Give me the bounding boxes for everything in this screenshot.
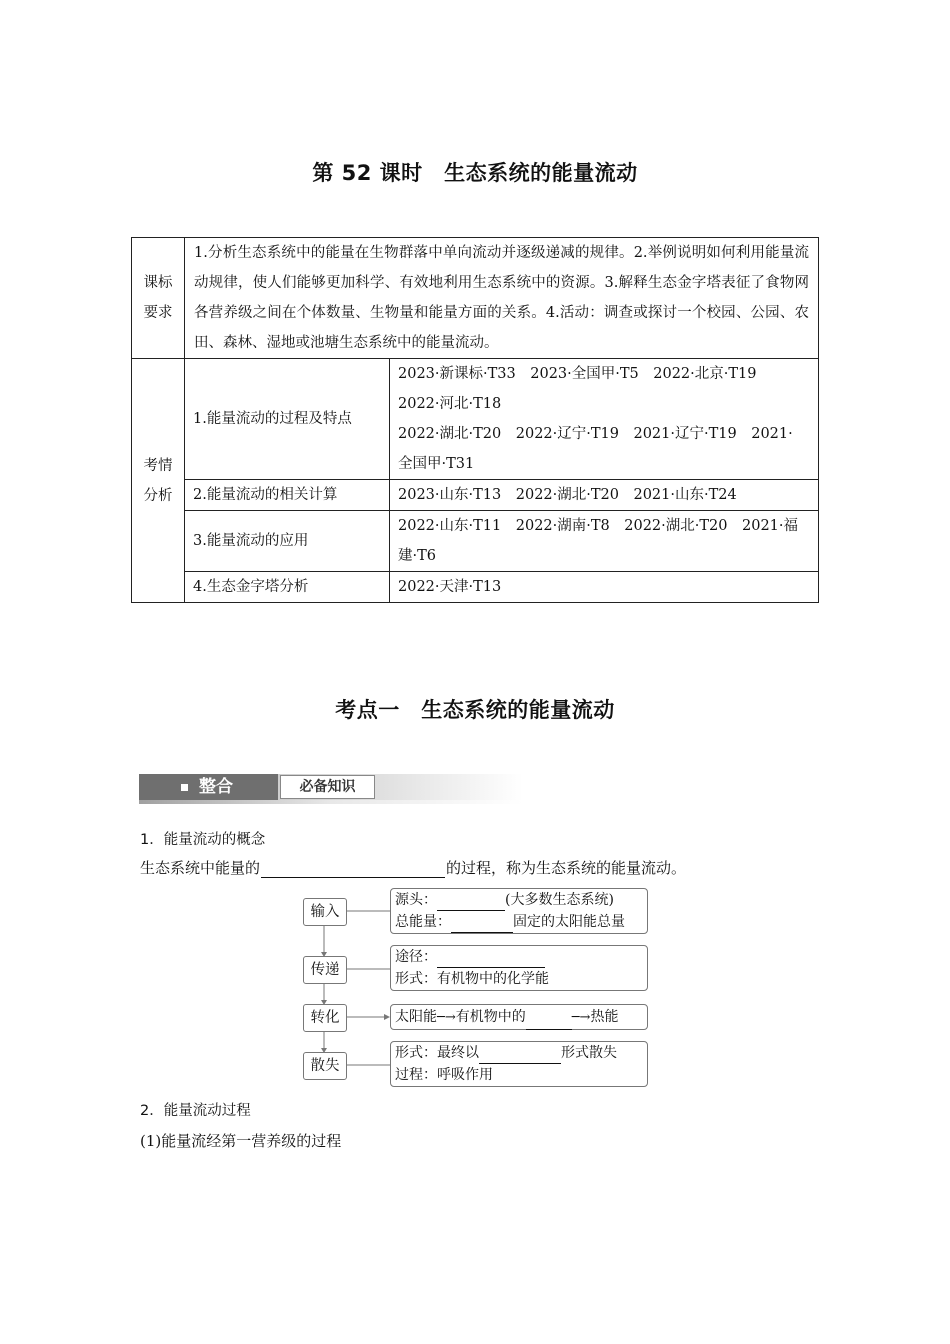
fill-blank	[261, 861, 445, 878]
table-row	[132, 572, 819, 603]
requirements-text: 1.分析生态系统中的能量在生物群落中单向流动并逐级递减的规律。2.举例说明如何利用能量流动规律，使人们能够更加科学、有效地利用生态系统中的资源。3.解释生态金字塔表征了食物网各营养级之间在个体数量、生物量和能量方面的关系。4.活动：调查或探讨一个校园、公园、农田、森林、湿地或池塘生态系统中的能量流动。	[185, 238, 819, 359]
arrow-right-icon: ─→	[571, 1010, 591, 1025]
energy-flow-diagram	[300, 886, 650, 1091]
section-banner	[139, 774, 523, 804]
table-row	[132, 480, 819, 511]
exam-years: 2022·天津·T13	[390, 572, 819, 603]
input-total-line: 总能量： 固定的太阳能总量	[391, 911, 647, 933]
fill-blank	[437, 896, 505, 911]
step-input: 输入	[303, 898, 347, 926]
item2-heading: 2．能量流动过程	[140, 1103, 251, 1119]
item2-subheading: (1)能量流经第一营养级的过程	[140, 1132, 342, 1150]
exam-topic: 1.能量流动的过程及特点	[185, 359, 390, 480]
loss-form-line: 形式：最终以 形式散失	[391, 1042, 647, 1064]
input-detail-box	[390, 888, 648, 934]
banner-main: 整合	[139, 774, 278, 800]
requirements-label: 课标 要求	[132, 238, 185, 359]
exam-analysis-label: 考情 分析	[132, 359, 185, 603]
transfer-path-line: 途径：	[391, 946, 647, 968]
exam-years: 2023·山东·T13 2022·湖北·T20 2021·山东·T24	[390, 480, 819, 511]
exam-topic: 2.能量流动的相关计算	[185, 480, 390, 511]
fill-blank	[437, 953, 545, 968]
table-row	[132, 238, 819, 359]
step-transfer: 传递	[303, 956, 347, 984]
exam-years: 2022·山东·T11 2022·湖南·T8 2022·湖北·T20 2021·福 建·T6	[390, 511, 819, 572]
exam-years: 2023·新课标·T33 2023·全国甲·T5 2022·北京·T19 2022·河北·T18 2022·湖北·T20 2022·辽宁·T19 2021·辽宁·T19 2021· 全国甲·T31	[390, 359, 819, 480]
exam-topic: 3.能量流动的应用	[185, 511, 390, 572]
fill-blank	[451, 918, 513, 933]
arrow-right-icon: ─→	[437, 1010, 456, 1025]
lesson-title: 第 52 课时 生态系统的能量流动	[312, 161, 638, 185]
banner-sub: 必备知识	[280, 775, 375, 799]
fill-blank	[479, 1049, 561, 1064]
transfer-form-line: 形式：有机物中的化学能	[395, 971, 549, 987]
section-title: 考点一 生态系统的能量流动	[335, 698, 615, 722]
step-convert: 转化	[303, 1004, 347, 1032]
item1-heading: 1．能量流动的概念	[140, 832, 266, 848]
fill-blank	[526, 1015, 572, 1030]
convert-detail-box	[390, 1004, 648, 1030]
item1-sentence: 生态系统中能量的 的过程，称为生态系统的能量流动。	[140, 859, 687, 877]
convert-line: 太阳能─→有机物中的 ─→热能	[391, 1005, 647, 1029]
loss-detail-box	[390, 1041, 648, 1087]
transfer-detail-box	[390, 945, 648, 991]
step-loss: 散失	[303, 1052, 347, 1080]
loss-process-line: 过程：呼吸作用	[395, 1067, 493, 1083]
requirements-table	[131, 237, 819, 603]
exam-topic: 4.生态金字塔分析	[185, 572, 390, 603]
input-source-line: 源头： (大多数生态系统)	[391, 889, 647, 911]
square-bullet-icon	[181, 784, 188, 791]
banner-divider	[139, 800, 523, 804]
table-row	[132, 359, 819, 480]
table-row	[132, 511, 819, 572]
